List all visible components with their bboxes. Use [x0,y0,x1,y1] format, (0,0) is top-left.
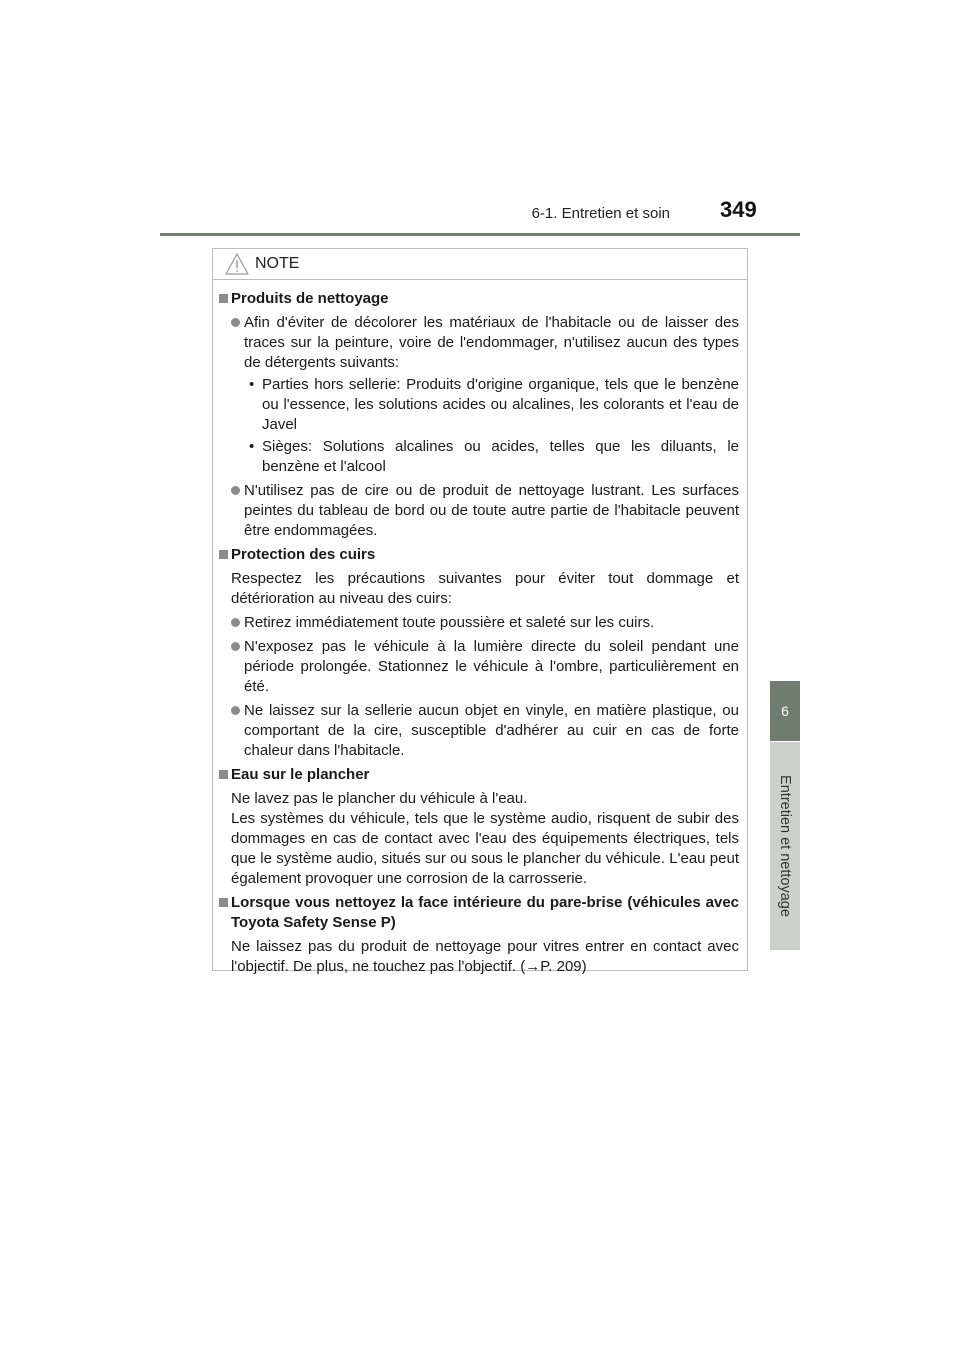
paragraph: Ne lavez pas le plancher du véhicule à l'eau. [231,790,528,807]
header-section-title: 6-1. Entretien et soin [531,205,670,222]
sub-bullet: • [249,376,255,393]
sub-bullet: • [249,438,255,455]
paragraph: Les systèmes du véhicule, tels que le système audio, risquent de subir des dommages en cas de contact avec l'eau des équipements électriques, tels que le système audio, situés sur ou sous le plancher du véhicule. L'eau peut également provoquer une corrosion de la carrosserie. [231,810,739,887]
header-rule [160,233,800,236]
section-heading-windshield-cleaning: Lorsque vous nettoyez la face intérieure du pare-brise (véhicules avec Toyota Safety Sense P) [219,893,739,933]
note-header [213,249,747,280]
section-heading-cleaning-products: Produits de nettoyage [219,289,739,309]
circle-bullet-icon [231,618,240,627]
circle-bullet-icon [231,642,240,651]
sub-list-item: • Sièges: Solutions alcalines ou acides, telles que les diluants, le benzène et l'alcool [249,438,739,475]
circle-bullet-icon [231,486,240,495]
sub-list-item: • Parties hors sellerie: Produits d'origine organique, tels que le benzène ou l'essence, les solutions acides ou alcalines, les colorants et l'eau de Javel [249,376,739,433]
page-number: 349 [720,197,757,222]
chapter-tab-number: 6 [770,681,800,741]
paragraph: Ne laissez pas du produit de nettoyage pour vitres entrer en contact avec l'objectif. De plus, ne touchez pas l'objectif. (→P. 209) [231,938,739,975]
list-item: N'exposez pas le véhicule à la lumière directe du soleil pendant une période prolongée. Stationnez le véhicule à l'ombre, particulièrement en été. [219,637,739,697]
chapter-tab-text: Entretien et nettoyage [777,775,793,917]
note-title: NOTE [255,255,300,272]
note-body [213,280,747,977]
list-item: Ne laissez sur la sellerie aucun objet en vinyle, en matière plastique, ou comportant de la cire, susceptible d'adhérer au cuir en cas de forte chaleur dans l'habitacle. [219,701,739,761]
circle-bullet-icon [231,706,240,715]
square-bullet-icon [219,294,228,303]
warning-triangle-icon [225,253,249,275]
chapter-tab-label [770,742,800,950]
list-item: Afin d'éviter de décolorer les matériaux de l'habitacle ou de laisser des traces sur la peinture, voire de l'endommager, n'utilisez aucun des types de détergents suivants: • Parties hors sellerie: Produits d'origine organique, tels que le benzène ou l'essence, les solutions acides ou alcalines, les colorants et l'eau de Javel • Sièges: Solutions alcalines ou acides, telles que les diluants, le benzène et l'alcool [219,313,739,477]
note-box [212,248,748,975]
section-heading-leather-protection: Protection des cuirs [219,545,739,565]
list-item: Retirez immédiatement toute poussière et saleté sur les cuirs. [219,613,739,633]
section-heading-water-on-floor: Eau sur le plancher [219,765,739,785]
list-item: N'utilisez pas de cire ou de produit de nettoyage lustrant. Les surfaces peintes du tableau de bord ou de toute autre partie de l'habitacle peuvent être endommagées. [219,481,739,541]
section-intro: Respectez les précautions suivantes pour éviter tout dommage et détérioration au niveau des cuirs: [231,570,739,607]
circle-bullet-icon [231,318,240,327]
square-bullet-icon [219,770,228,779]
square-bullet-icon [219,898,228,907]
square-bullet-icon [219,550,228,559]
